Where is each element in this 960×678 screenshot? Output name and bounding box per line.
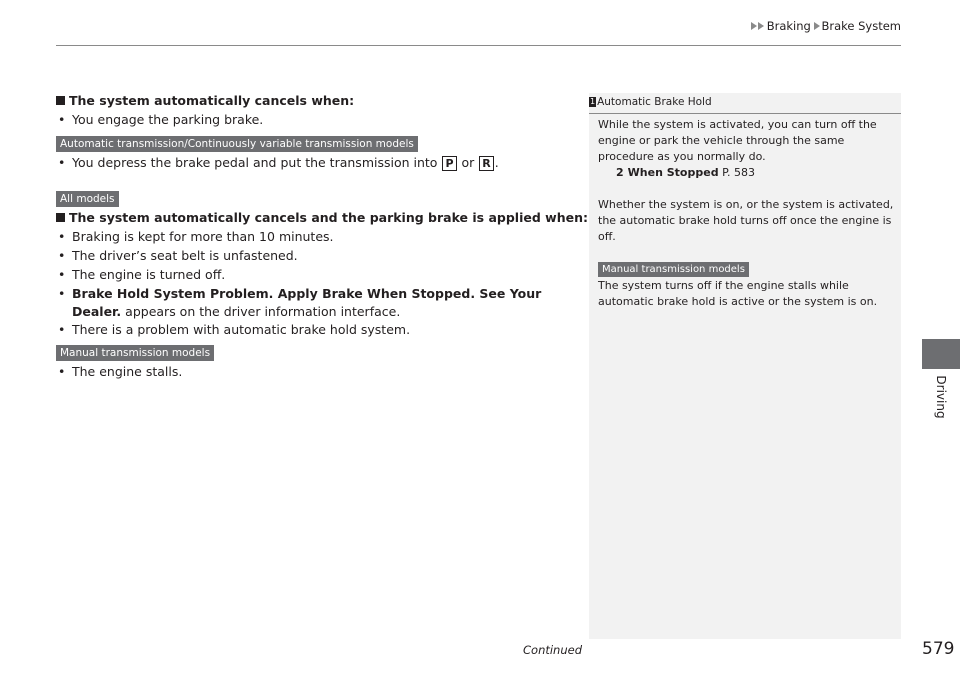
note-number-badge: 1 xyxy=(590,97,596,106)
triangle-icon xyxy=(751,22,757,30)
note-paragraph: While the system is activated, you can turn off the engine or park the vehicle through the same procedure as you normally do. xyxy=(598,118,877,163)
side-notes-panel xyxy=(589,93,901,639)
gear-p-keycap: P xyxy=(442,156,456,171)
note-paragraph: The system turns off if the engine stalls while automatic brake hold is active or the system is on. xyxy=(598,279,878,308)
notes-rule xyxy=(589,113,901,114)
note-paragraph: Whether the system is on, or the system is activated, the automatic brake hold turns off once the engine is off. xyxy=(598,198,894,243)
continued-label: Continued xyxy=(523,643,583,657)
model-tag: Manual transmission models xyxy=(598,262,749,277)
breadcrumb-level1: Braking xyxy=(766,19,811,33)
list-item: • The engine stalls. xyxy=(56,363,572,381)
triangle-icon xyxy=(814,22,820,30)
square-bullet-icon xyxy=(56,96,65,105)
chapter-tab-label: Driving xyxy=(934,375,948,419)
list-item: • There is a problem with automatic brake hold system. xyxy=(56,321,572,339)
notes-title: 1 Automatic Brake Hold xyxy=(590,96,712,108)
list-item: • Braking is kept for more than 10 minutes. xyxy=(56,228,572,246)
list-item: • Brake Hold System Problem. Apply Brake When Stopped. See Your Dealer. appears on the driver information interface. xyxy=(56,285,572,321)
breadcrumb-level2: Brake System xyxy=(821,19,901,33)
list-item: • You depress the brake pedal and put the transmission into P or R . xyxy=(56,154,572,172)
cross-reference-link[interactable]: 2 When Stopped P. 583 xyxy=(616,166,755,179)
triangle-icon xyxy=(758,22,764,30)
chapter-tab-marker xyxy=(922,339,960,369)
model-tag: Automatic transmission/Continuously variable transmission models xyxy=(56,136,418,152)
header-rule xyxy=(56,45,901,46)
model-tag: Manual transmission models xyxy=(56,345,214,361)
square-bullet-icon xyxy=(56,213,65,222)
section-heading: The system automatically cancels and the parking brake is applied when: xyxy=(56,209,588,227)
page-number: 579 xyxy=(922,639,955,659)
xref-arrow-icon: 2 xyxy=(616,166,624,179)
list-item: • You engage the parking brake. xyxy=(56,111,572,129)
list-item: • The engine is turned off. xyxy=(56,266,572,284)
gear-r-keycap: R xyxy=(479,156,493,171)
section-heading: The system automatically cancels when: xyxy=(56,92,354,110)
model-tag: All models xyxy=(56,191,119,207)
list-item: • The driver’s seat belt is unfastened. xyxy=(56,247,572,265)
breadcrumb xyxy=(751,19,901,33)
